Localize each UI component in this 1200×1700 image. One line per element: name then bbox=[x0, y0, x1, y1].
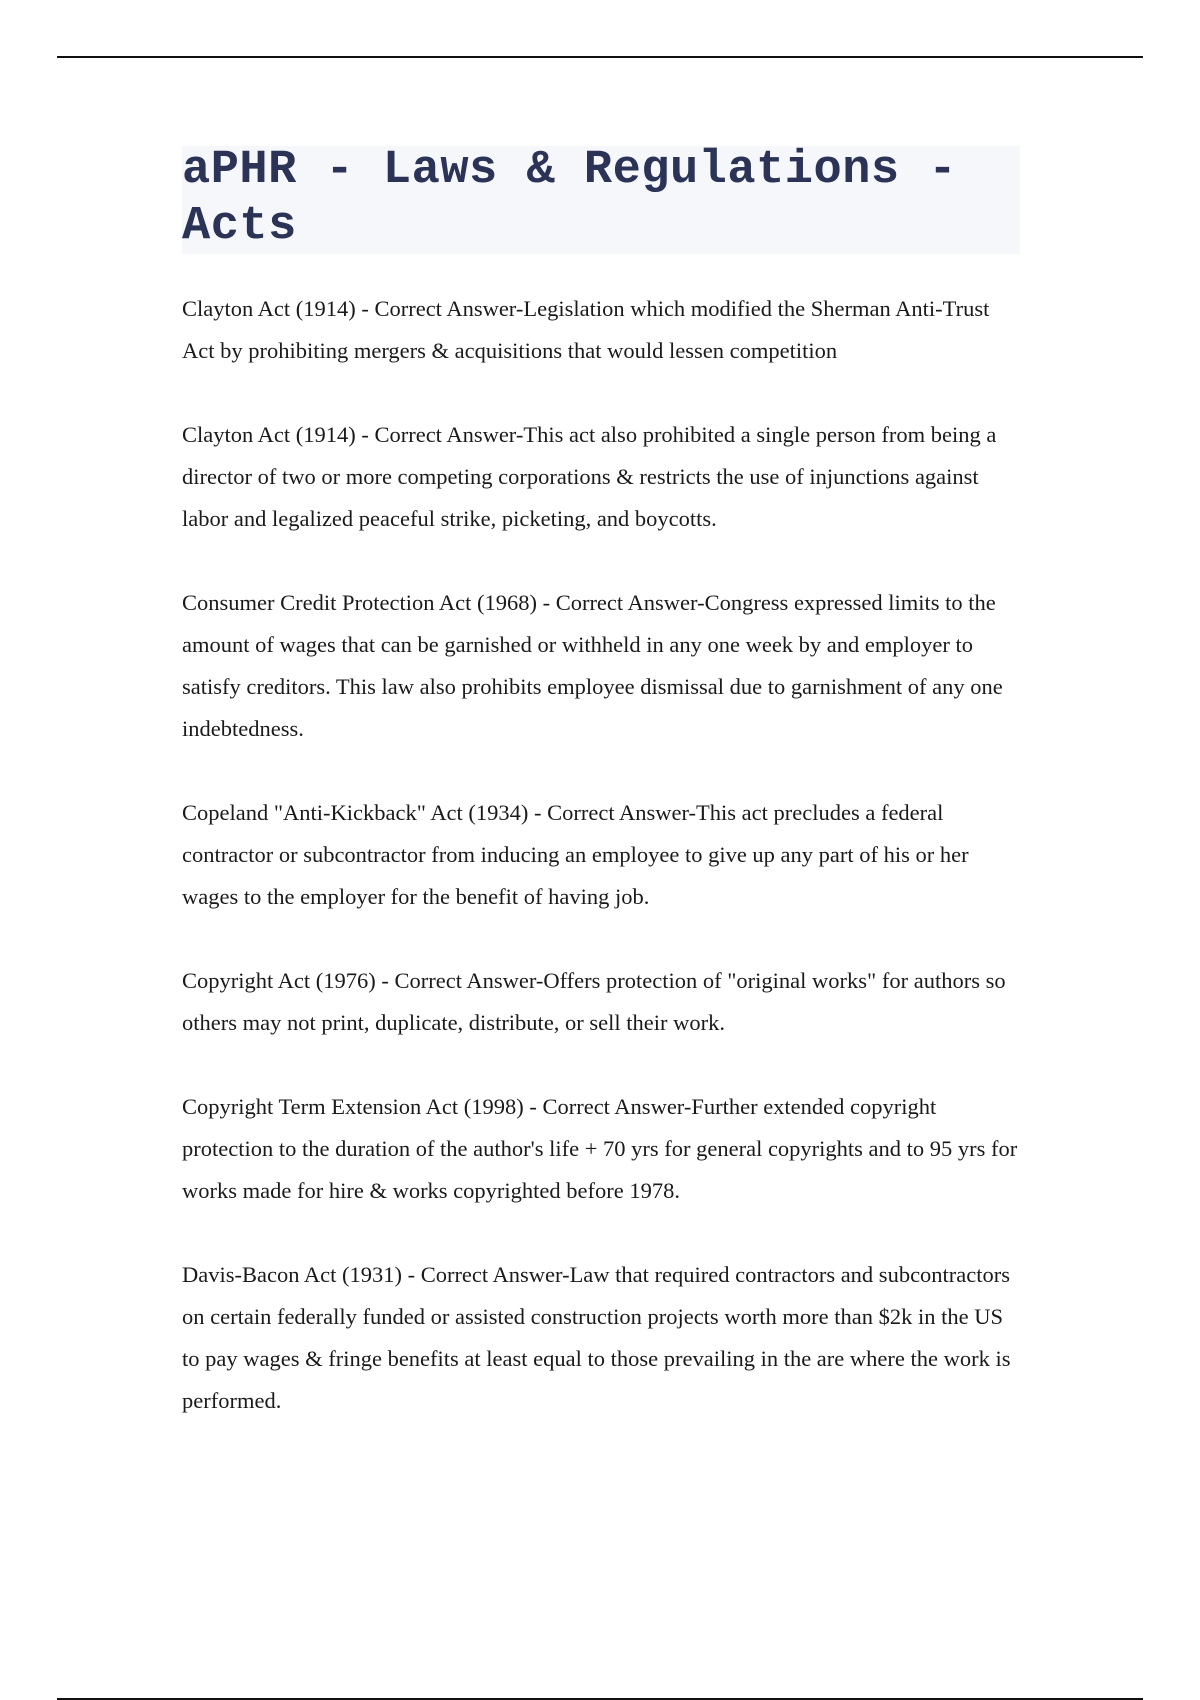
entry-text: Davis-Bacon Act (1931) - Correct Answer-Law that required contractors and subcontractors on certain federally funded or assisted construction projects worth more than $2k in the US to pay wages & fringe benefits at least equal to those prevailing in the are where the work is performed. bbox=[182, 1262, 1011, 1413]
entry-text: Clayton Act (1914) - Correct Answer-Legislation which modified the Sherman Anti-Trust Act by prohibiting mergers & acquisitions that would lessen competition bbox=[182, 296, 990, 363]
entry-text: Copeland "Anti-Kickback" Act (1934) - Correct Answer-This act precludes a federal contractor or subcontractor from inducing an employee to give up any part of his or her wages to the employer for the benefit of having job. bbox=[182, 800, 969, 909]
top-divider bbox=[57, 56, 1143, 58]
entry-text: Copyright Term Extension Act (1998) - Correct Answer-Further extended copyright protection to the duration of the author's life + 70 yrs for general copyrights and to 95 yrs for works made for hire & works copyrighted before 1978. bbox=[182, 1094, 1018, 1203]
entry-text: Clayton Act (1914) - Correct Answer-This act also prohibited a single person from being a director of two or more competing corporations & restricts the use of injunctions against labor and legalized peaceful strike, picketing, and boycotts. bbox=[182, 422, 997, 531]
document-body bbox=[182, 288, 1022, 1464]
entry-text: Consumer Credit Protection Act (1968) - Correct Answer-Congress expressed limits to the amount of wages that can be garnished or withheld in any one week by and employer to satisfy creditors. This law also prohibits employee dismissal due to garnishment of any one indebtedness. bbox=[182, 590, 1003, 741]
title-block bbox=[182, 146, 1020, 254]
page-title: aPHR - Laws & Regulations - Acts bbox=[182, 144, 958, 253]
entry-text: Copyright Act (1976) - Correct Answer-Offers protection of "original works" for authors so others may not print, duplicate, distribute, or sell their work. bbox=[182, 968, 1006, 1035]
